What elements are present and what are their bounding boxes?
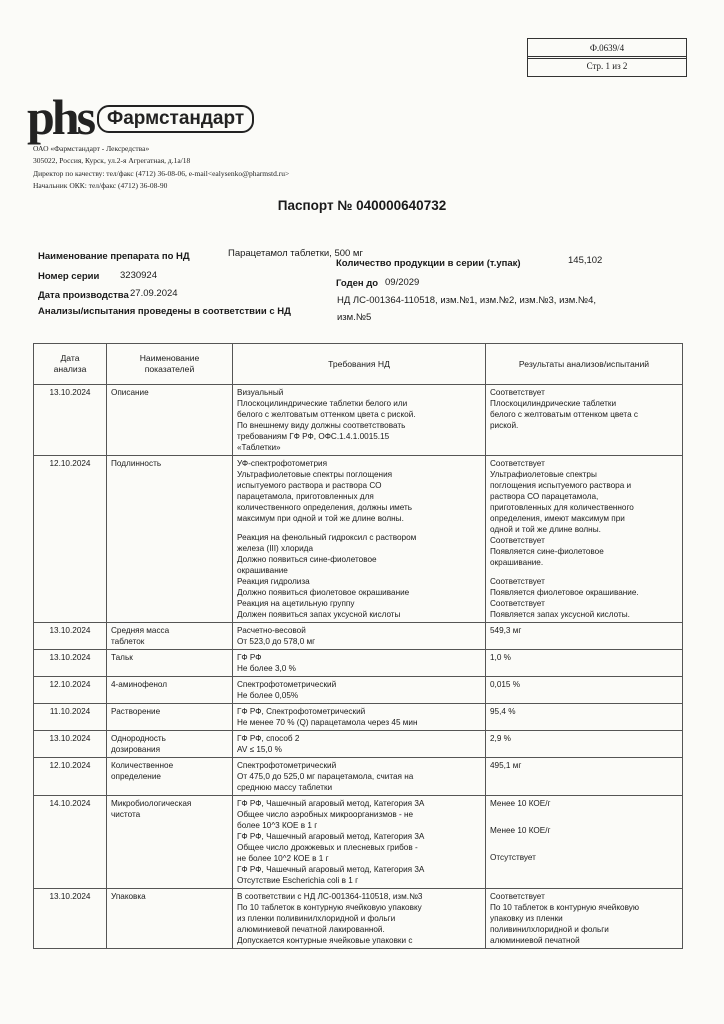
row-date: 13.10.2024 [34,889,107,949]
row-requirement: Визуальный Плоскоцилиндрические таблетки белого или белого с желтоватым оттенком цвета с риской. По внешнему виду должны соответствовать требованиям ГФ РФ, ОФС.1.4.1.0015.15 «Таблетки» [233,385,486,456]
row-requirement: Спектрофотометрический Не более 0,05% [233,677,486,704]
row-indicator: Описание [107,385,233,456]
analysis-label: Анализы/испытания проведены в соответствии с НД [38,306,291,317]
row-indicator: 4-аминофенол [107,677,233,704]
row-indicator: Упаковка [107,889,233,949]
analysis-table [33,343,683,949]
company-okk: Начальник ОКК: тел/факс (4712) 36-08-90 [33,181,168,190]
qty-label: Количество продукции в серии (т.упак) [336,258,521,269]
row-date: 13.10.2024 [34,650,107,677]
row-date: 12.10.2024 [34,758,107,796]
series-label: Номер серии [38,271,100,282]
date-value: 27.09.2024 [130,288,178,299]
series-value: 3230924 [120,270,157,281]
drug-label: Наименование препарата по НД [38,251,190,262]
page-number: Стр. 1 из 2 [527,56,687,77]
header-requirements: Требования НД [233,344,486,385]
table-row [34,650,683,677]
company-name: ОАО «Фармстандарт - Лексредства» [33,144,150,153]
row-requirement: ГФ РФ, Чашечный агаровый метод, Категория 3А Общее число аэробных микроорганизмов - не более 10^3 КОЕ в 1 г ГФ РФ, Чашечный агаровый метод, Категория 3А Общее число дрожжевых и плесневых грибов - не более 10^2 КОЕ в 1 г ГФ РФ, Чашечный агаровый метод, Категория 3А Отсутствие Escherichia coli в 1 г [233,796,486,889]
table-row [34,758,683,796]
row-indicator: Растворение [107,704,233,731]
table-row [34,704,683,731]
header-name: Наименование показателей [107,344,233,385]
row-date: 11.10.2024 [34,704,107,731]
row-result: 95,4 % [486,704,683,731]
header-results: Результаты анализов/испытаний [486,344,683,385]
row-requirement: ГФ РФ, способ 2 AV ≤ 15,0 % [233,731,486,758]
row-result: Соответствует По 10 таблеток в контурную ячейковую упаковку из пленки поливинилхлоридной и фольги алюминиевой печатной [486,889,683,949]
logo-brand: Фармстандарт [97,105,254,133]
drug-value: Парацетамол таблетки, 500 мг [228,248,363,259]
row-result: 1,0 % [486,650,683,677]
table-row [34,889,683,949]
table-row [34,623,683,650]
row-indicator: Количественное определение [107,758,233,796]
row-requirement: ГФ РФ, Спектрофотометрический Не менее 70 % (Q) парацетамола через 45 мин [233,704,486,731]
row-result: 495,1 мг [486,758,683,796]
form-code: Ф.0639/4 [527,38,687,59]
row-requirement: В соответствии с НД ЛС-001364-110518, изм.№3 По 10 таблеток в контурную ячейковую упаковку из пленки поливинилхлоридной и фольги алюминиевой печатной лакированной. Допускается контурные ячейковые упаковки с [233,889,486,949]
company-logo [27,89,245,145]
row-result: 2,9 % [486,731,683,758]
row-requirement: Спектрофотометрический От 475,0 до 525,0 мг парацетамола, считая на среднюю массу таблетки [233,758,486,796]
table-row [34,677,683,704]
table-row [34,385,683,456]
table-header-row [34,344,683,385]
passport-title: Паспорт № 040000640732 [277,198,447,213]
table-row [34,731,683,758]
row-indicator: Средняя масса таблеток [107,623,233,650]
company-director: Директор по качеству: тел/факс (4712) 36-08-06, e-mail<ealysenko@pharmstd.ru> [33,169,290,178]
expiry-value: 09/2029 [385,277,420,288]
row-date: 13.10.2024 [34,731,107,758]
row-result: 549,3 мг [486,623,683,650]
header-date: Дата анализа [34,344,107,385]
row-indicator: Подлинность [107,456,233,623]
nd-line-2: изм.№5 [337,312,372,323]
row-requirement: ГФ РФ Не более 3,0 % [233,650,486,677]
row-indicator: Микробиологическая чистота [107,796,233,889]
nd-line-1: НД ЛС-001364-110518, изм.№1, изм.№2, изм.№3, изм.№4, [337,295,597,306]
row-result: Менее 10 КОЕ/г Менее 10 КОЕ/г Отсутствует [486,796,683,889]
row-indicator: Тальк [107,650,233,677]
row-result: Соответствует Ультрафиолетовые спектры поглощения испытуемого раствора и раствора СО парацетамола, приготовленных для количественного определения, имеют максимум при одной и той же длине волны. Соответствует Появляется сине-фиолетовое окрашивание. Соответствует Появляется фиолетовое окрашивание. Соответствует Появляется запах уксусной кислоты. [486,456,683,623]
logo-mark: phs [27,89,94,145]
row-indicator: Однородность дозирования [107,731,233,758]
row-result: Соответствует Плоскоцилиндрические таблетки белого с желтоватым оттенком цвета с риской. [486,385,683,456]
row-date: 14.10.2024 [34,796,107,889]
row-date: 13.10.2024 [34,623,107,650]
date-label: Дата производства [38,290,129,301]
qty-value: 145,102 [568,255,603,266]
row-requirement: УФ-спектрофотометрия Ультрафиолетовые спектры поглощения испытуемого раствора и раствора СО парацетамола, приготовленных для количественного определения, должны иметь максимум при одной и той же длине волны. Реакция на фенольный гидроксил с раствором железа (III) хлорида Должно появиться сине-фиолетовое окрашивание Реакция гидролиза Должно появиться фиолетовое окрашивание Реакция на ацетильную группу Должен появиться запах уксусной кислоты [233,456,486,623]
row-date: 13.10.2024 [34,385,107,456]
row-result: 0,015 % [486,677,683,704]
row-date: 12.10.2024 [34,456,107,623]
row-date: 12.10.2024 [34,677,107,704]
row-requirement: Расчетно-весовой От 523,0 до 578,0 мг [233,623,486,650]
company-address: 305022, Россия, Курск, ул.2-я Агрегатная, д.1а/18 [33,156,191,165]
table-row [34,796,683,889]
expiry-label: Годен до [336,278,379,289]
table-row [34,456,683,623]
